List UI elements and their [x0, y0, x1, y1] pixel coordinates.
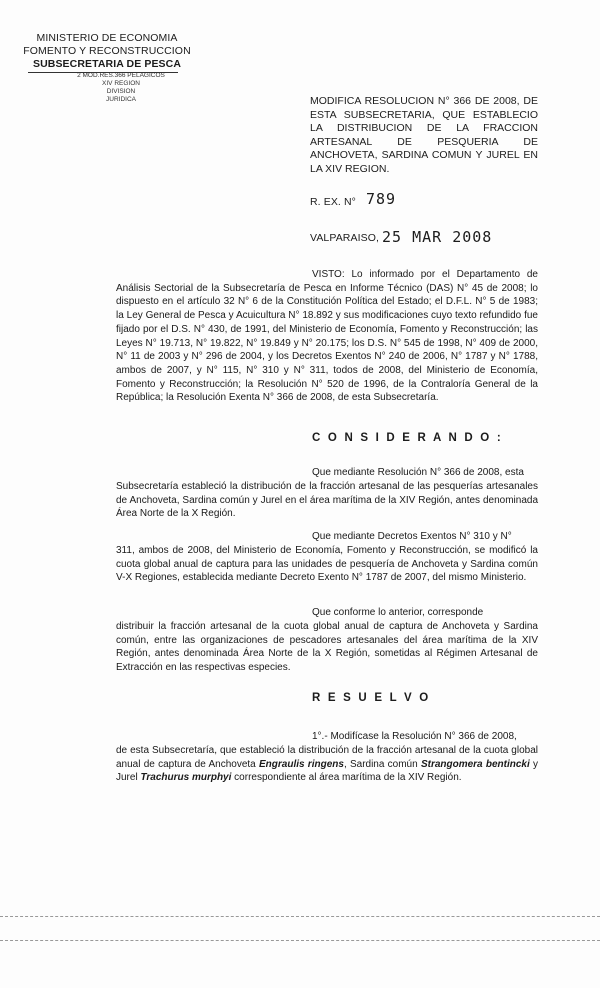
- ministry-line-3: SUBSECRETARIA DE PESCA: [32, 58, 182, 70]
- species-sardina: Strangomera bentincki: [420, 758, 530, 770]
- stamp-line-4: JURIDICA: [106, 96, 136, 103]
- division-stamp: [66, 72, 176, 104]
- resolution-subject: MODIFICA RESOLUCION N° 366 DE 2008, DE ESTA SUBSECRETARIA, QUE ESTABLECIO LA DISTRIBUCION DE LA FRACCION ARTESANAL DE PESQUERIA DE ANCHOVETA, SARDINA COMUN Y JUREL EN LA XIV REGION.: [310, 95, 538, 175]
- stamp-line-3: DIVISION: [106, 88, 136, 95]
- ministry-line-1: MINISTERIO DE ECONOMIA: [36, 32, 178, 44]
- species-anchoveta: Engraulis ringens: [259, 758, 344, 770]
- resuelvo-1-text-a: de esta Subsecretaría, que estableció la distribución de la fracción artesanal de la cuota global anual de captura de Anchoveta: [116, 745, 538, 770]
- resolution-date: 25 MAR 2008: [382, 228, 493, 246]
- considerando-1-rest: Subsecretaría estableció la distribución de la fracción artesanal de las pesquerías artesanales de Anchoveta, Sardina común y Jurel en el área marítima de la XIV Región, antes denominada Área Norte de la X Región.: [116, 481, 538, 520]
- considerando-2-first: Que mediante Decretos Exentos N° 310 y N°: [312, 531, 512, 542]
- visto-text: VISTO: Lo informado por el Departamento de Análisis Sectorial de la Subsecretaría de Pesca en Informe Técnico (DAS) N° 45 de 2008; lo dispuesto en el artículo 32 N° 6 de la Constitución Política del Estado; el D.F.L. N° 5 de 1983; la Ley General de Pesca y Acuicultura N° 18.892 y sus modificaciones cuyo texto refundido fue fijado por el D.S. N° 430, de 1991, del Ministerio de Economía, Fomento y Reconstrucción; las Leyes N° 19.713, N° 19.822, N° 19.849 y N° 20.175; los D.S. N° 545 de 1998, N° 409 de 2000, N° 11 de 2003 y N° 296 de 2004, y los Decretos Exentos N° 240 de 2006, N° 1787 y N° 1788, ambos de 2007, y N° 115, N° 310 y N° 311, todos de 2008, del Ministerio de Economía, Fomento y Reconstrucción; la Resolución N° 520 de 1996, de la Contraloría General de la República; la Resolución Exenta N° 366 de 2008, de esta Subsecretaría.: [116, 269, 538, 404]
- scan-line-2: [0, 940, 600, 941]
- stamp-line-2: XIV REGION: [102, 80, 140, 87]
- resuelvo-1-rest: [116, 744, 538, 785]
- resolution-number-label: R. EX. N°: [310, 196, 356, 208]
- considerando-3-first: Que conforme lo anterior, corresponde: [312, 607, 484, 618]
- considerando-2-rest: 311, ambos de 2008, del Ministerio de Economía, Fomento y Reconstrucción, se modificó la cuota global anual de captura para las unidades de pesquería de Anchoveta y Sardina común V-X Regiones, establecida mediante Decreto Exento N° 1787 de 2007, del mismo Ministerio.: [116, 545, 538, 584]
- considerando-3-rest: distribuir la fracción artesanal de la cuota global anual de captura de Anchoveta y Sardina común, entre las organizaciones de pescadores artesanales del área marítima de la XIV Región, antes denominada Área Norte de la X Región, sometidas al Régimen Artesanal de Extracción en las respectivas especies.: [116, 621, 538, 674]
- resolution-number: 789: [366, 190, 397, 208]
- stamp-line-1: 2 MOD.RES.366 PELAGICOS: [77, 72, 165, 79]
- visto-paragraph: [116, 268, 538, 405]
- considerando-1-first: Que mediante Resolución N° 366 de 2008, esta: [312, 467, 524, 478]
- ministry-line-2: FOMENTO Y RECONSTRUCCION: [23, 45, 191, 57]
- scan-line-1: [0, 916, 600, 917]
- species-jurel: Trachurus murphyi: [140, 772, 232, 784]
- resuelvo-1-first: 1°.- Modifícase la Resolución N° 366 de 2008,: [312, 731, 517, 742]
- resuelvo-1-text-c: y Jurel: [116, 758, 539, 784]
- resuelvo-heading: R E S U E L V O: [312, 692, 431, 704]
- considerando-heading: C O N S I D E R A N D O :: [312, 432, 503, 444]
- resuelvo-1-text-d: correspondiente al área marítima de la XIV Región.: [231, 772, 462, 784]
- resuelvo-1-text-b: , Sardina común: [343, 758, 421, 770]
- city-label: VALPARAISO,: [310, 232, 379, 244]
- ministry-header: [22, 32, 192, 71]
